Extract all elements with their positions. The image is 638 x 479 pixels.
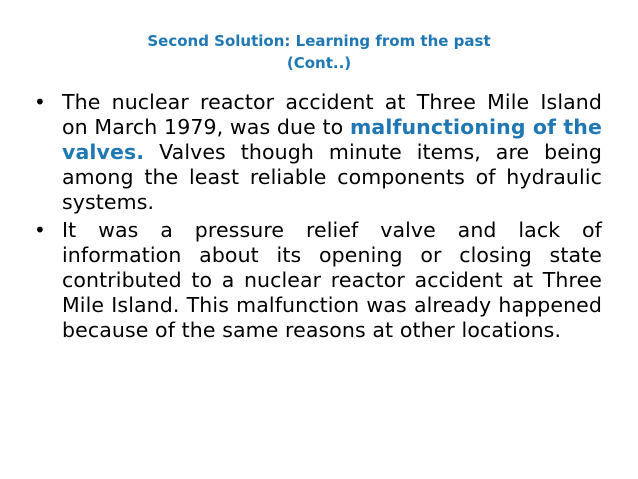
slide-title-line-2: (Cont..) (286, 54, 352, 72)
bullet-item-2 (30, 218, 602, 343)
bullet-icon: • (34, 90, 46, 114)
bullet-list (30, 90, 602, 346)
bullet-item-1 (30, 90, 602, 215)
slide-title-line-1: Second Solution: Learning from the past (147, 32, 491, 50)
bullet-1-highlight: malfunctioning of the valves. (62, 115, 602, 164)
bullet-icon: • (34, 218, 46, 242)
slide-title (60, 30, 578, 74)
bullet-2-text: It was a pressure relief valve and lack of information about its opening or closing state contributed to a nuclear reactor accident at Three Mile Island. This malfunction was already happened because of the same reasons at other locations. (62, 218, 602, 342)
bullet-1-text-end: Valves though minute items, are being among the least reliable components of hydraulic systems. (62, 140, 602, 214)
bullet-1-text-start: The nuclear reactor accident at Three Mile Island on March 1979, was due to (62, 90, 602, 139)
